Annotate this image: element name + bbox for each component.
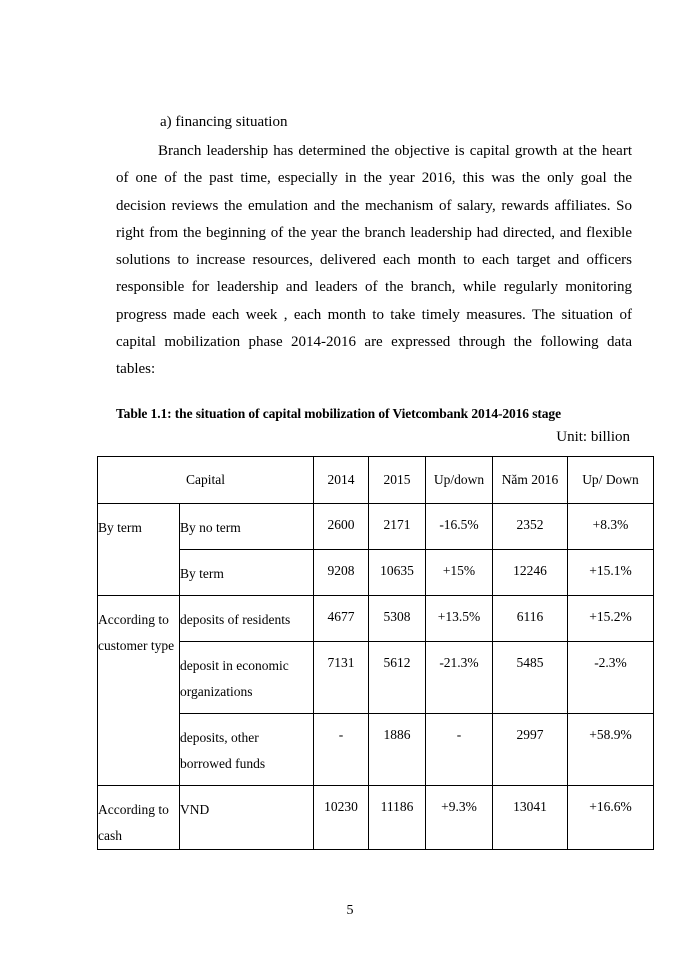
cell-2014: 10230 bbox=[314, 786, 369, 850]
row-item: deposits of residents bbox=[180, 596, 314, 642]
page-number: 5 bbox=[346, 903, 354, 918]
cell-change-1: - bbox=[426, 714, 493, 786]
cell-2016: 2352 bbox=[493, 504, 568, 550]
cell-change-1: -21.3% bbox=[426, 642, 493, 714]
capital-mobilization-table bbox=[97, 456, 654, 850]
table-unit: Unit: billion bbox=[556, 429, 630, 445]
table-row bbox=[98, 550, 654, 596]
row-item: By no term bbox=[180, 504, 314, 550]
cell-2015: 5612 bbox=[369, 642, 426, 714]
cell-2015: 2171 bbox=[369, 504, 426, 550]
table-row bbox=[98, 786, 654, 850]
table-header-row bbox=[98, 457, 654, 504]
body-paragraph: Branch leadership has determined the objective is capital growth at the heart of one of the past time, especially in the year 2016, this was the only goal the decision reviews the emulation and the mechanism of salary, rewards affiliates. So right from the beginning of the year the branch leadership had directed, and flexible solutions to increase resources, delivered each month to each target and officers responsible for leadership and leaders of the branch, while regularly monitoring progress made each week , each month to take timely measures. The situation of capital mobilization phase 2014-2016 are expressed through the following data tables: bbox=[116, 143, 632, 378]
cell-change-2: +16.6% bbox=[568, 786, 654, 850]
table-row bbox=[98, 642, 654, 714]
cell-2016: 12246 bbox=[493, 550, 568, 596]
header-up-down-2: Up/ Down bbox=[568, 457, 654, 504]
cell-2014: 4677 bbox=[314, 596, 369, 642]
cell-change-1: +9.3% bbox=[426, 786, 493, 850]
group-label-customer-type: According to customer type bbox=[98, 596, 180, 786]
cell-change-1: -16.5% bbox=[426, 504, 493, 550]
header-2014: 2014 bbox=[314, 457, 369, 504]
cell-2015: 5308 bbox=[369, 596, 426, 642]
cell-2015: 10635 bbox=[369, 550, 426, 596]
header-nam-2016: Năm 2016 bbox=[493, 457, 568, 504]
table-row bbox=[98, 596, 654, 642]
cell-2016: 6116 bbox=[493, 596, 568, 642]
cell-change-2: +8.3% bbox=[568, 504, 654, 550]
cell-2016: 2997 bbox=[493, 714, 568, 786]
cell-2015: 1886 bbox=[369, 714, 426, 786]
cell-change-2: +58.9% bbox=[568, 714, 654, 786]
cell-change-1: +15% bbox=[426, 550, 493, 596]
cell-2014: 7131 bbox=[314, 642, 369, 714]
cell-change-1: +13.5% bbox=[426, 596, 493, 642]
row-item: By term bbox=[180, 550, 314, 596]
row-item: VND bbox=[180, 786, 314, 850]
cell-2015: 11186 bbox=[369, 786, 426, 850]
row-item: deposit in economic organizations bbox=[180, 642, 314, 714]
table-caption: Table 1.1: the situation of capital mobilization of Vietcombank 2014-2016 stage bbox=[116, 406, 561, 421]
section-subheading: a) financing situation bbox=[160, 114, 288, 130]
table-row bbox=[98, 504, 654, 550]
cell-2014: 9208 bbox=[314, 550, 369, 596]
group-label-by-term: By term bbox=[98, 504, 180, 596]
cell-2016: 13041 bbox=[493, 786, 568, 850]
header-up-down-1: Up/down bbox=[426, 457, 493, 504]
cell-change-2: -2.3% bbox=[568, 642, 654, 714]
header-capital: Capital bbox=[98, 457, 314, 504]
group-label-cash: According to cash bbox=[98, 786, 180, 850]
cell-2016: 5485 bbox=[493, 642, 568, 714]
row-item: deposits, other borrowed funds bbox=[180, 714, 314, 786]
table-row bbox=[98, 714, 654, 786]
cell-change-2: +15.2% bbox=[568, 596, 654, 642]
header-2015: 2015 bbox=[369, 457, 426, 504]
cell-2014: - bbox=[314, 714, 369, 786]
cell-change-2: +15.1% bbox=[568, 550, 654, 596]
cell-2014: 2600 bbox=[314, 504, 369, 550]
